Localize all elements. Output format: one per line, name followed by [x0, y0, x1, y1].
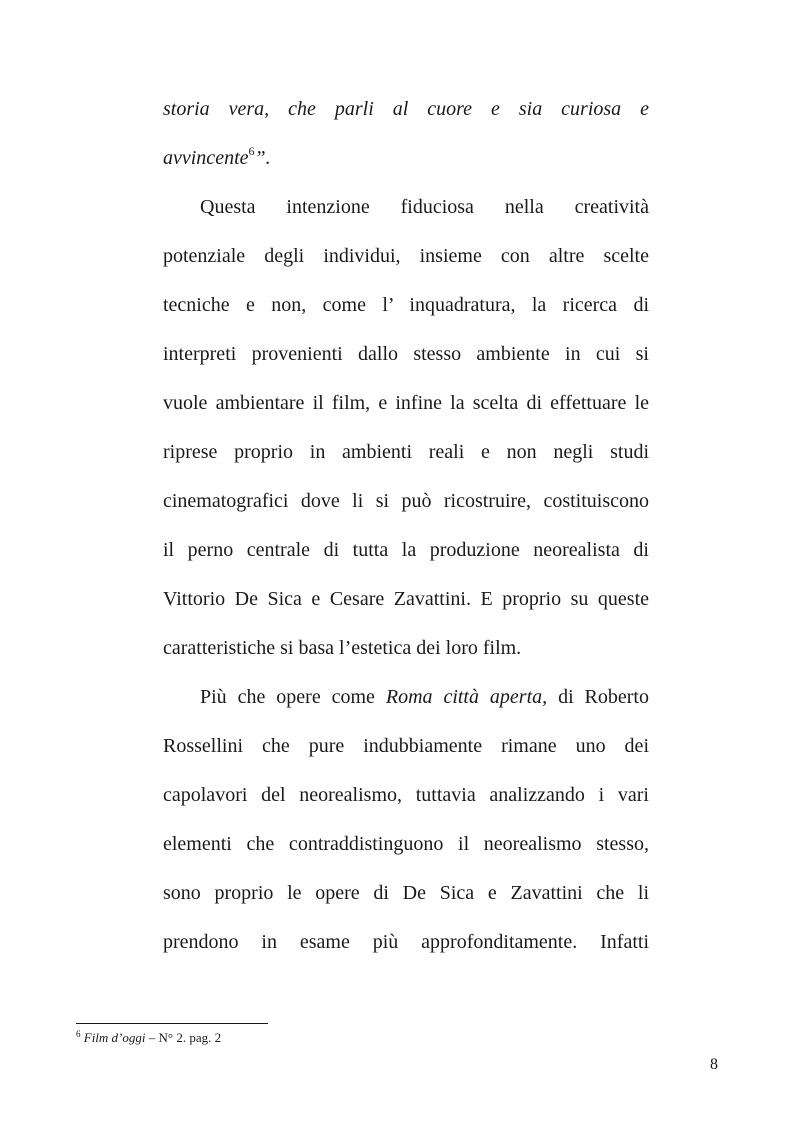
text-line: caratteristiche si basa l’estetica dei loro film. — [163, 637, 522, 659]
text-line: vuole ambientare il film, e infine la scelta di effettuare le — [163, 392, 649, 414]
text-line: tecniche e non, come l’ inquadratura, la ricerca di — [163, 294, 649, 316]
text-line: Questa intenzione fiduciosa nella creatività — [200, 196, 649, 218]
text-line: prendono in esame più approfonditamente. Infatti — [163, 931, 649, 953]
film-title: Roma città aperta, — [385, 686, 548, 708]
paragraph-2 — [163, 183, 649, 673]
text-line: cinematografici dove li si può ricostruire, costituiscono — [163, 490, 649, 512]
footnote-separator — [76, 1023, 268, 1024]
text-line: interpreti provenienti dallo stesso ambiente in cui si — [163, 343, 649, 365]
footnote-marker: 6 — [76, 1029, 81, 1039]
text-line: potenziale degli individui, insieme con altre scelte — [163, 245, 649, 267]
text-line: capolavori del neorealismo, tuttavia analizzando i vari — [163, 784, 649, 806]
text-line: elementi che contraddistinguono il neorealismo stesso, — [163, 833, 649, 855]
paragraph-quote-continuation — [163, 85, 649, 183]
text-line: Rossellini che pure indubbiamente rimane uno dei — [163, 735, 649, 757]
paragraph-3 — [163, 673, 649, 967]
text-run: di Roberto — [547, 686, 649, 708]
text-line: Vittorio De Sica e Cesare Zavattini. E proprio su queste — [163, 588, 649, 610]
text-run: Più che opere come — [200, 686, 386, 708]
page-number: 8 — [710, 1056, 718, 1073]
footnote-source-title: Film d’oggi — [83, 1030, 146, 1045]
body-text — [163, 85, 649, 967]
footnote-reference[interactable]: 6 — [248, 144, 255, 158]
text-line: riprese proprio in ambienti reali e non negli studi — [163, 441, 649, 463]
text-line: il perno centrale di tutta la produzione neorealista di — [163, 539, 649, 561]
text-line — [163, 673, 649, 722]
text-line — [163, 134, 649, 183]
quote-text: avvincente — [163, 147, 249, 169]
footnote-source-detail: – N° 2. pag. 2 — [145, 1030, 222, 1045]
text-line — [163, 85, 649, 134]
quote-text: storia vera, che parli al cuore e sia curiosa e — [163, 98, 649, 120]
text-line: sono proprio le opere di De Sica e Zavattini che li — [163, 882, 649, 904]
quote-closing: ”. — [254, 147, 271, 169]
footnote — [76, 1030, 221, 1047]
